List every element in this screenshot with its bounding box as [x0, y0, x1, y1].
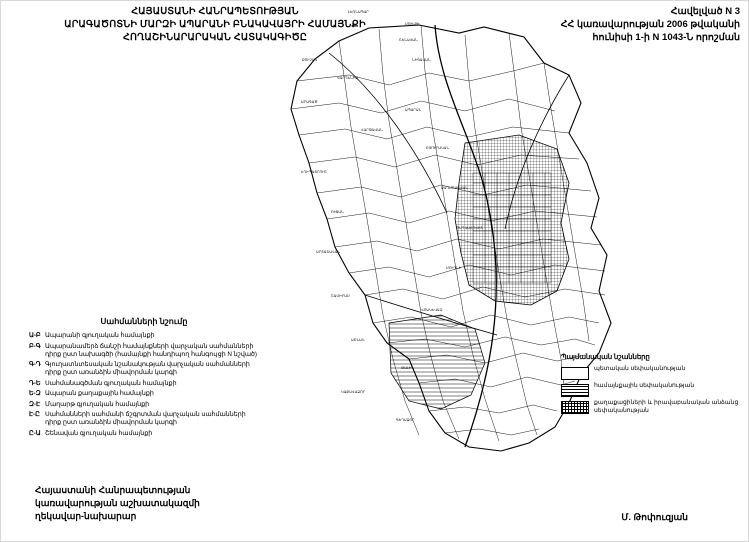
map-place-label: ԱՊԱՐԱՆ	[405, 108, 422, 112]
legend-item-label: Մաղարթ գյուղական համայնքի	[45, 400, 150, 408]
map-place-label: ՈՒՋԱՆ	[331, 210, 344, 214]
map-place-label: ԵՂԻՊԱՏՐՈՒՇ	[301, 170, 327, 174]
decree-line1: ՀՀ կառավարության 2006 թվականի	[560, 19, 740, 30]
legend-item-label: Ապարանի գյուղական համայնքի	[45, 332, 155, 339]
ownership-swatch-blank	[561, 367, 589, 380]
legend-item	[29, 401, 259, 409]
legend-item-label: Ապարան քաղաքային համայնքի	[45, 390, 154, 397]
title-left-line1: ՀԱՅԱՍՏԱՆԻ ՀԱՆՐԱՊԵՏՈՒԹՅԱՆ	[131, 6, 299, 17]
legend-item-label: Սահմանների սահմանի ճշգրտման վարչական սահմանների դիրք ըստ առանձին միավորման կարգի	[45, 411, 246, 426]
private-ownership-zone	[455, 135, 569, 305]
ownership-legend-item	[561, 400, 741, 415]
map-place-label: ԼԵՌՆԱՊԱՐ	[348, 10, 369, 14]
ownership-legend-item	[561, 383, 741, 397]
map-place-label: ՇԱՄԻՐԱՄ	[331, 294, 350, 298]
legend-item-key: Ե-Զ	[29, 390, 41, 397]
legend-item-label: Ապարանամերձ ճանշի համայնքների վարչական սահմանների դիրք ըստ նախագծի (համայնքի հանդիպող հանգույցի N նշված)	[45, 342, 257, 358]
legend-item-key: Ը-Ա	[29, 429, 41, 437]
map-place-label: ԿԱՔԱՎԱՁՈՐ	[341, 390, 366, 394]
map-svg	[269, 10, 639, 493]
title-left-line2: ԱՐԱԳԱԾՈՏՆԻ ՄԱՐԶԻ ԱՊԱՐԱՆԻ ԲՆԱԿԱՎԱՅՐԻ ՀԱՄԱՅՆՔԻ	[64, 19, 366, 30]
legend-item-key: Ա-Բ	[29, 332, 41, 339]
map-place-label: ԱՐՏԱՇԱՎԱՆ	[316, 250, 341, 254]
map-place-label: ԲՅՈՒՐԱԿԱՆ	[426, 146, 450, 150]
map-place-label: ՔՈՒՉԱԿ	[302, 58, 318, 62]
legend-item-label: Շենավան գյուղական համայնքի	[45, 429, 153, 437]
map-place-label: ՀԱՐԹԱՎԱՆ	[361, 128, 383, 132]
map-place-label: ՆԻԳԱՎԱՆ	[412, 58, 431, 62]
footer-line1: Հայաստանի Հանրապետության	[35, 485, 191, 495]
map-place-label: ԹԱԼԻՆ	[401, 366, 414, 370]
legend-item-key: Բ-Գ	[29, 342, 41, 350]
map-place-label: ԱՇՆԱԿ	[351, 338, 365, 342]
title-left-line3: ՀՈՂԱՇԻՆԱՐԱՐԱԿԱՆ ՀԱՏԱԿԱԳԻԾԸ	[122, 32, 308, 43]
legend-item-key: Զ-Է	[29, 400, 40, 408]
legend-item	[29, 411, 259, 427]
ownership-legend-label: պետական սեփականության	[594, 366, 686, 372]
signatory-name: Մ. Թոփուզյան	[621, 512, 688, 522]
ownership-legend-title: Պայմանական նշանները	[561, 354, 650, 361]
legend-item-key: Դ-Ե	[29, 379, 41, 387]
ownership-legend-label: համայնքային սեփականության	[594, 383, 695, 389]
legend-item	[29, 390, 259, 398]
ownership-swatch-dots	[561, 401, 589, 414]
footer-line2: կառավարության աշխատակազմի	[35, 498, 200, 508]
decree-line2: հունիսի 1-ի N 1043-Ն որոշման	[592, 32, 740, 43]
map-place-label: ԳԵՂԱՁՈՐ	[396, 418, 415, 422]
map-place-label: ՎՈՍԿԵՎԱԶ	[421, 308, 443, 312]
legend-item-label: Գյուղատնտեսական նշանակության վարչական սահմանների դիրք ըստ առանձին միավորման կարգի	[45, 361, 250, 376]
ownership-swatch-hatch	[561, 384, 589, 397]
boundary-legend	[29, 317, 259, 440]
ownership-legend-item	[561, 366, 741, 380]
annex-number: Հավելված N 3	[670, 6, 740, 17]
map-place-label: ՎԱՐԴԵՆԻՍ	[337, 76, 359, 80]
legend-item-key: Գ-Դ	[29, 361, 41, 368]
legend-item-label: Սահմանագծման գյուղական համայնքի	[45, 379, 177, 387]
legend-item	[29, 361, 259, 377]
map-place-label: ՄՈՒԼՔԻ	[405, 22, 420, 26]
cadastral-map[interactable]	[269, 10, 639, 493]
signature-block-left	[35, 484, 285, 523]
footer-line3: ղեկավար-նախարար	[35, 511, 137, 521]
map-place-label: ՍԱՂՄՈՍԱՎԱՆ	[441, 186, 469, 190]
legend-item	[29, 332, 259, 340]
legend-item	[29, 343, 259, 359]
map-place-label: ՄՈՒՂՆԻ	[446, 266, 462, 270]
ownership-legend-label: քաղաքացիների և իրավաբանական անձանց սեփականության	[594, 400, 739, 414]
map-place-label: ԱՐԱԳԱԾ	[301, 100, 318, 104]
ownership-legend	[561, 353, 741, 418]
map-place-label: ԾԱՂԿԱՀՈՎԻՏ	[456, 226, 483, 230]
legend-item	[29, 430, 259, 438]
boundary-legend-title: Սահմանների նշումը	[100, 317, 188, 326]
legend-item-key: Է-Ը	[29, 411, 40, 418]
map-place-label: ՇԵՆԱՎԱՆ	[399, 38, 418, 42]
legend-item	[29, 380, 259, 388]
